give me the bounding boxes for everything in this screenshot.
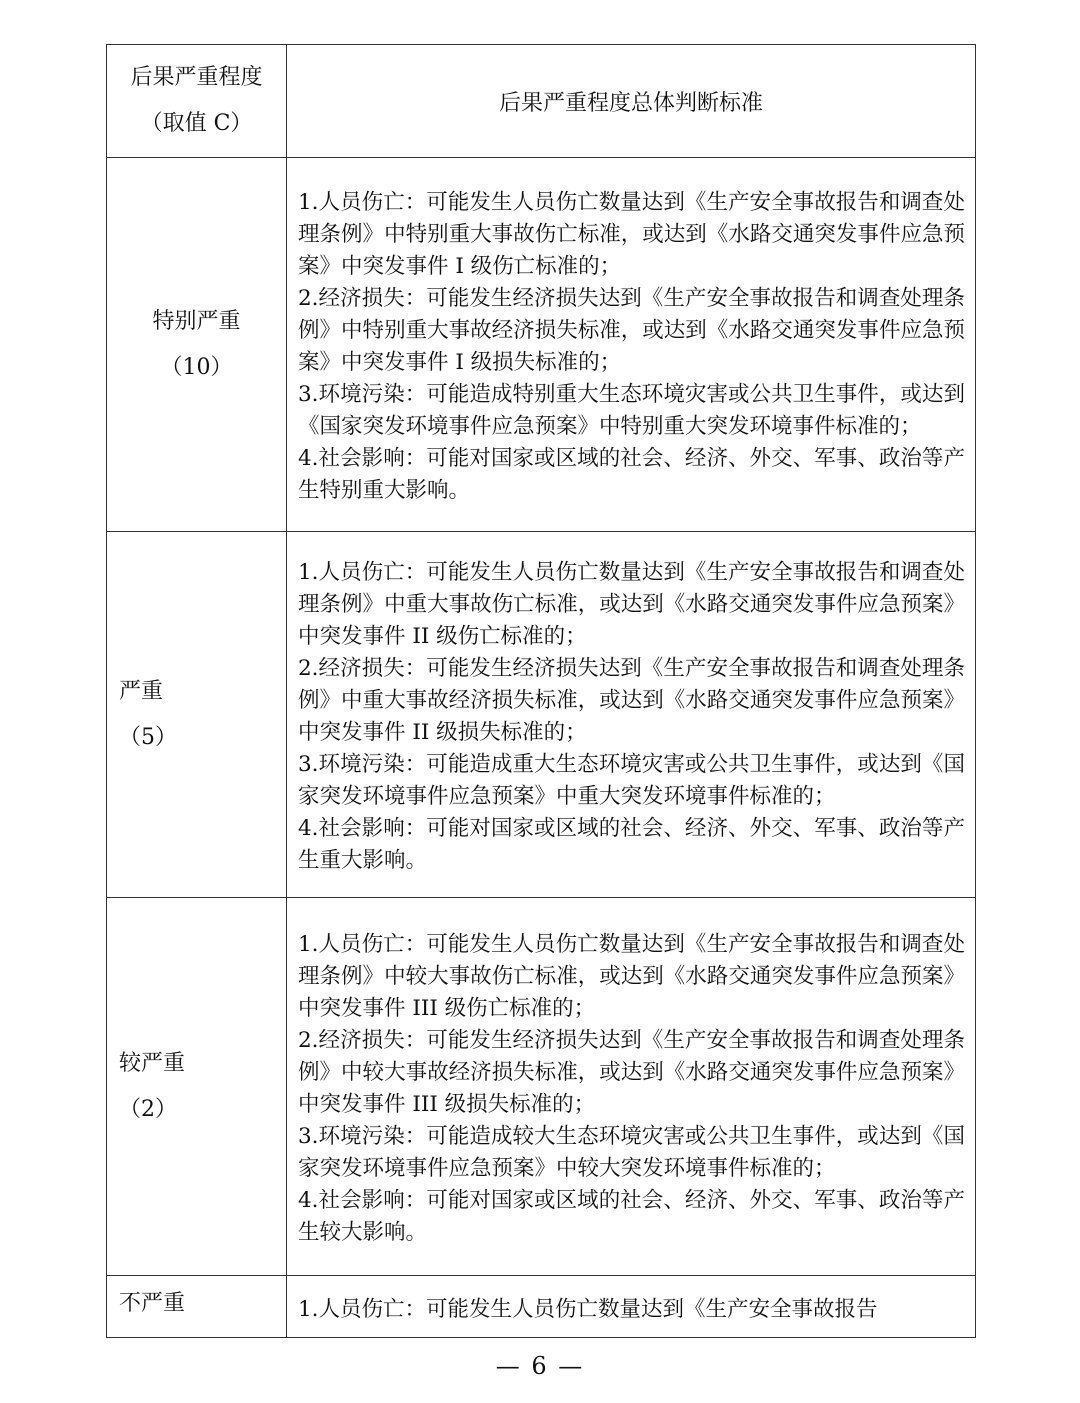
header-severity-level <box>107 45 287 158</box>
criteria-cell <box>287 898 976 1276</box>
criteria-cell <box>287 532 976 898</box>
criteria-social-impact: 4.社会影响：可能对国家或区域的社会、经济、外交、军事、政治等产生较大影响。 <box>298 1187 965 1245</box>
criteria-casualties: 1.人员伤亡：可能发生人员伤亡数量达到《生产安全事故报告和调查处理条例》中重大事故伤亡标准，或达到《水路交通突发事件应急预案》中突发事件 II 级伤亡标准的； <box>298 559 965 649</box>
severity-level-value: （2） <box>119 1096 177 1122</box>
criteria-casualties: 1.人员伤亡：可能发生人员伤亡数量达到《生产安全事故报告和调查处理条例》中特别重大事故伤亡标准，或达到《水路交通突发事件应急预案》中突发事件 I 级伤亡标准的； <box>298 189 965 279</box>
criteria-economic-loss: 2.经济损失：可能发生经济损失达到《生产安全事故报告和调查处理条例》中重大事故经济损失标准，或达到《水路交通突发事件应急预案》中突发事件 II 级损失标准的； <box>298 655 965 745</box>
header-severity-value: （取值 C） <box>140 111 253 136</box>
severity-level-label: 特别严重 <box>152 308 241 334</box>
severity-level-value: （5） <box>119 724 177 750</box>
severity-criteria-table <box>106 44 976 1338</box>
severity-level-value: （10） <box>160 354 233 380</box>
severity-level-label: 严重 <box>119 678 164 704</box>
criteria-social-impact: 4.社会影响：可能对国家或区域的社会、经济、外交、军事、政治等产生重大影响。 <box>298 815 965 873</box>
table-row <box>107 158 976 532</box>
severity-level-cell <box>107 158 287 532</box>
header-criteria: 后果严重程度总体判断标准 <box>287 45 976 158</box>
criteria-casualties: 1.人员伤亡：可能发生人员伤亡数量达到《生产安全事故报告和调查处理条例》中较大事故伤亡标准，或达到《水路交通突发事件应急预案》中突发事件 III 级伤亡标准的； <box>298 931 965 1021</box>
severity-level-cell <box>107 898 287 1276</box>
severity-level-label: 较严重 <box>119 1050 186 1076</box>
page-number: — 6 — <box>495 1352 585 1380</box>
criteria-environment: 3.环境污染：可能造成重大生态环境灾害或公共卫生事件，或达到《国家突发环境事件应急预案》中重大突发环境事件标准的； <box>298 751 965 809</box>
criteria-casualties: 1.人员伤亡：可能发生人员伤亡数量达到《生产安全事故报告 <box>298 1296 878 1322</box>
severity-level-cell <box>107 532 287 898</box>
criteria-social-impact: 4.社会影响：可能对国家或区域的社会、经济、外交、军事、政治等产生特别重大影响。 <box>298 445 965 503</box>
table-header-row <box>107 45 976 158</box>
criteria-environment: 3.环境污染：可能造成较大生态环境灾害或公共卫生事件，或达到《国家突发环境事件应急预案》中较大突发环境事件标准的； <box>298 1123 965 1181</box>
criteria-environment: 3.环境污染：可能造成特别重大生态环境灾害或公共卫生事件，或达到《国家突发环境事件应急预案》中特别重大突发环境事件标准的； <box>298 381 965 439</box>
severity-level-label: 不严重 <box>119 1291 186 1316</box>
table-row <box>107 1276 976 1338</box>
criteria-cell <box>287 1276 976 1338</box>
criteria-economic-loss: 2.经济损失：可能发生经济损失达到《生产安全事故报告和调查处理条例》中较大事故经济损失标准，或达到《水路交通突发事件应急预案》中突发事件 III 级损失标准的； <box>298 1027 965 1117</box>
criteria-economic-loss: 2.经济损失：可能发生经济损失达到《生产安全事故报告和调查处理条例》中特别重大事故经济损失标准，或达到《水路交通突发事件应急预案》中突发事件 I 级损失标准的； <box>298 285 965 375</box>
table-row <box>107 898 976 1276</box>
header-severity-title: 后果严重程度 <box>130 65 263 90</box>
table-row <box>107 532 976 898</box>
severity-level-cell <box>107 1276 287 1338</box>
criteria-cell <box>287 158 976 532</box>
